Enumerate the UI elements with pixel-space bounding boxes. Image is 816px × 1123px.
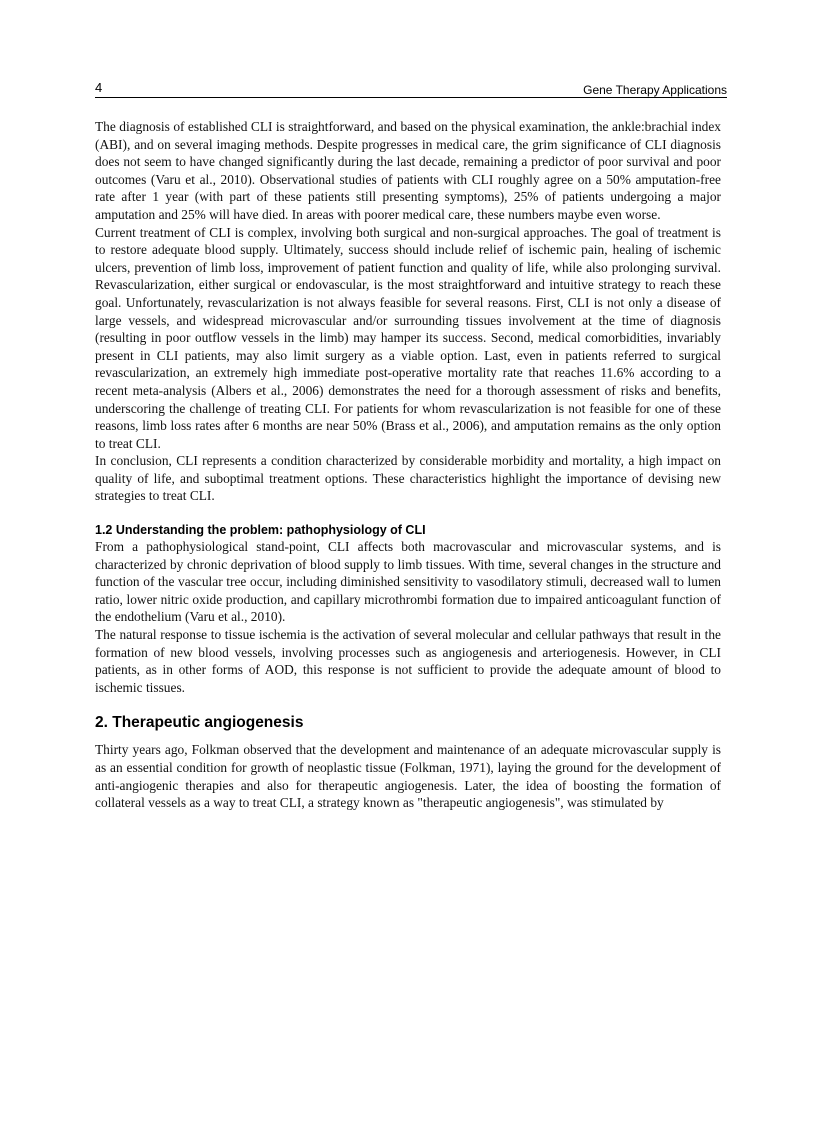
section-heading-2: 2. Therapeutic angiogenesis — [95, 714, 304, 732]
body-text — [95, 118, 721, 812]
page-header — [95, 79, 727, 98]
paragraph: In conclusion, CLI represents a condition characterized by considerable morbidity and mortality, a high impact on quality of life, and suboptimal treatment options. These characteristics highlight the importance of devising new strategies to treat CLI. — [95, 453, 721, 504]
paragraph: The diagnosis of established CLI is straightforward, and based on the physical examination, the ankle:brachial index (ABI), and on several imaging methods. Despite progresses in medical care, the grim significance of CLI diagnosis does not seem to have changed significantly during the last decade, remaining a predictor of poor survival and poor outcomes (Varu et al., 2010). Observational studies of patients with CLI roughly agree on a 50% amputation-free rate after 1 year (with part of these patients still presenting symptoms), 25% of patients undergoing a major amputation and 25% will have died. In areas with poorer medical care, these numbers maybe even worse. — [95, 119, 721, 222]
paragraph: Thirty years ago, Folkman observed that the development and maintenance of an adequate microvascular supply is as an essential condition for growth of neoplastic tissue (Folkman, 1971), laying the ground for the development of anti-angiogenic therapies and also for therapeutic angiogenesis. Later, the idea of boosting the formation of collateral vessels as a way to treat CLI, a strategy known as "therapeutic angiogenesis", was stimulated by — [95, 742, 721, 811]
paragraph: From a pathophysiological stand-point, CLI affects both macrovascular and microvascular systems, and is characterized by chronic deprivation of blood supply to limb tissues. With time, several changes in the structure and function of the vascular tree occur, including diminished sensitivity to vasodilatory stimuli, decreased wall to lumen ratio, lower nitric oxide production, and capillary microthrombi formation due to impaired anticoagulant function of the endothelium (Varu et al., 2010). — [95, 539, 721, 625]
section-heading-1-2: 1.2 Understanding the problem: pathophysiology of CLI — [95, 523, 426, 538]
running-title: Gene Therapy Applications — [583, 83, 727, 97]
paragraph: The natural response to tissue ischemia is the activation of several molecular and cellular pathways that result in the formation of new blood vessels, involving processes such as angiogenesis and arteriogenesis. However, in CLI patients, as in other forms of AOD, this response is not sufficient to provide the adequate amount of blood to ischemic tissues. — [95, 627, 721, 695]
paragraph: Current treatment of CLI is complex, involving both surgical and non-surgical approaches. The goal of treatment is to restore adequate blood supply. Ultimately, success should include relief of ischemic pain, healing of ischemic ulcers, prevention of limb loss, improvement of patient function and quality of life, while also prolonging survival. Revascularization, either surgical or endovascular, is the most straightforward and intuitive strategy to reach these goal. Unfortunately, revascularization is not always feasible for several reasons. First, CLI is not only a disease of large vessels, and widespread microvascular and/or surrounding tissues involvement at the time of diagnosis (resulting in poor outflow vessels in the limb) may hamper its success. Second, medical comorbidities, invariably present in CLI patients, may also limit surgery as a viable option. Last, even in patients referred to surgical revascularization, an extremely high immediate post-operative mortality rate that reaches 11.6% according to a recent meta-analysis (Albers et al., 2006) demonstrates the need for a thorough assessment of risks and benefits, underscoring the challenge of treating CLI. For patients for whom revascularization is not feasible for one of these reasons, limb loss rates after 6 months are near 50% (Brass et al., 2006), and amputation remains as the only option to treat CLI. — [95, 224, 721, 451]
page-number: 4 — [95, 80, 103, 95]
